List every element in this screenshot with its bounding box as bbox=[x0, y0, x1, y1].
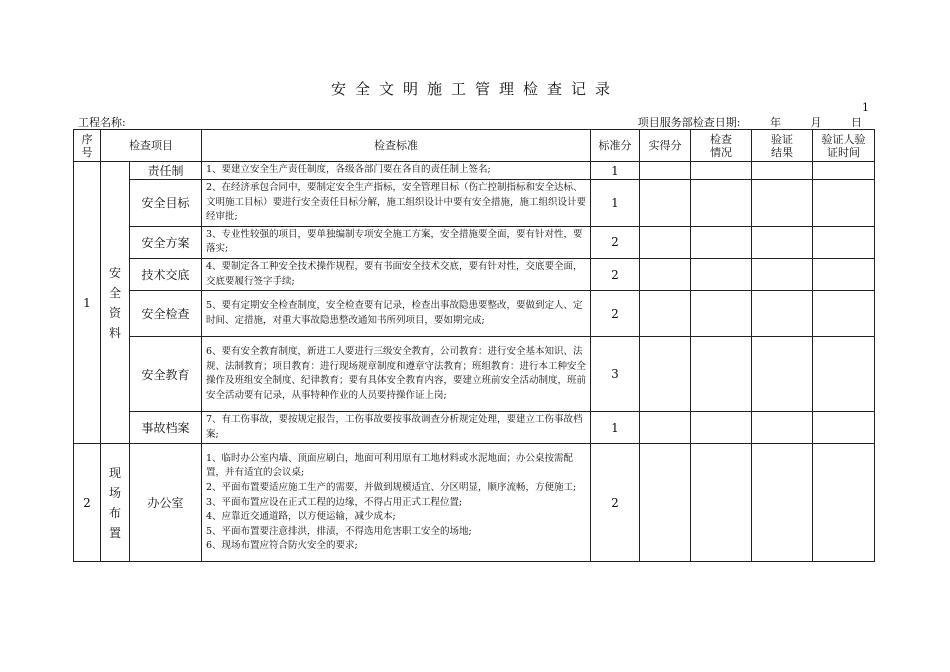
section-category: 现场布置 bbox=[101, 444, 130, 562]
section-seq: 2 bbox=[74, 444, 101, 562]
table-row bbox=[74, 162, 875, 180]
standard-score: 1 bbox=[591, 162, 640, 180]
header-verify-result: 验证结果 bbox=[752, 130, 813, 162]
verify-result-cell bbox=[752, 412, 813, 444]
verifier-time-cell bbox=[813, 337, 875, 412]
actual-score-cell bbox=[640, 291, 691, 337]
header-standard: 检查标准 bbox=[202, 130, 591, 162]
verifier-time-cell bbox=[813, 258, 875, 290]
check-item: 技术交底 bbox=[130, 258, 202, 290]
verifier-time-cell bbox=[813, 180, 875, 227]
verifier-time-cell bbox=[813, 444, 875, 562]
inspection-table bbox=[73, 129, 875, 562]
check-date-line bbox=[634, 114, 862, 130]
table-row bbox=[74, 412, 875, 444]
header-actual-score: 实得分 bbox=[640, 130, 691, 162]
check-item: 安全方案 bbox=[130, 226, 202, 258]
check-status-cell bbox=[691, 258, 752, 290]
check-status-cell bbox=[691, 412, 752, 444]
standard-line: 6、现场布置应符合防火安全的要求; bbox=[206, 540, 358, 552]
check-item: 事故档案 bbox=[130, 412, 202, 444]
check-standard: 4、要制定各工种安全技术操作规程，要有书面安全技术交底，要有针对性，交底要全面，交底要履行签字手续; bbox=[202, 258, 591, 290]
verifier-time-cell bbox=[813, 226, 875, 258]
check-status-cell bbox=[691, 162, 752, 180]
table-header-row bbox=[74, 130, 875, 162]
header-item: 检查项目 bbox=[101, 130, 202, 162]
table-row bbox=[74, 337, 875, 412]
verify-result-cell bbox=[752, 180, 813, 227]
verify-result-cell bbox=[752, 162, 813, 180]
verify-result-cell bbox=[752, 258, 813, 290]
table-row bbox=[74, 258, 875, 290]
actual-score-cell bbox=[640, 444, 691, 562]
section-category: 安全资料 bbox=[101, 162, 130, 444]
check-standard: 6、要有安全教育制度，新进工人要进行三级安全教育，公司教育：进行安全基本知识、法规、法制教育；项目教育：进行现场规章制度和遵章守法教育；班组教育：进行本工种安全操作及班组安全制度、纪律教育；要有具体安全教育内容，要建立班前安全活动制度，班前安全活动要有记录，从事特种作业的人员要持操作证上岗; bbox=[202, 337, 591, 412]
check-date-label: 项目服务部检查日期: bbox=[637, 116, 741, 129]
table-row bbox=[74, 180, 875, 227]
date-month: 月 bbox=[810, 116, 822, 129]
date-day: 日 bbox=[851, 116, 862, 129]
actual-score-cell bbox=[640, 258, 691, 290]
standard-score: 3 bbox=[591, 337, 640, 412]
table-row bbox=[74, 226, 875, 258]
check-standard: 2、在经济承包合同中，要制定安全生产指标，安全管理目标（伤亡控制指标和安全达标、文明施工目标）要进行安全责任目标分解，施工组织设计中要有安全措施，施工组织设计要经审批; bbox=[202, 180, 591, 227]
verifier-time-cell bbox=[813, 291, 875, 337]
document-title: 安全文明施工管理检查记录 bbox=[330, 80, 619, 98]
actual-score-cell bbox=[640, 226, 691, 258]
check-item: 安全目标 bbox=[130, 180, 202, 227]
check-standard: 7、有工伤事故，要按规定报告，工伤事故要按事故调查分析规定处理，要建立工伤事故档案; bbox=[202, 412, 591, 444]
actual-score-cell bbox=[640, 162, 691, 180]
check-item: 责任制 bbox=[130, 162, 202, 180]
date-year: 年 bbox=[770, 116, 781, 129]
check-status-cell bbox=[691, 291, 752, 337]
actual-score-cell bbox=[640, 337, 691, 412]
standard-score: 1 bbox=[591, 180, 640, 227]
verify-result-cell bbox=[752, 337, 813, 412]
check-standard: 1、要建立安全生产责任制度，各级各部门要在各自的责任制上签名; bbox=[202, 162, 591, 180]
table-row bbox=[74, 444, 875, 562]
standard-score: 2 bbox=[591, 444, 640, 562]
page-number: 1 bbox=[862, 101, 869, 114]
check-item: 安全检查 bbox=[130, 291, 202, 337]
check-status-cell bbox=[691, 337, 752, 412]
standard-line: 3、平面布置应设在正式工程的边缘，不得占用正式工程位置; bbox=[206, 496, 463, 508]
check-item: 办公室 bbox=[130, 444, 202, 562]
standard-score: 2 bbox=[591, 226, 640, 258]
project-name-label: 工程名称: bbox=[78, 116, 126, 129]
header-seq: 序号 bbox=[74, 130, 101, 162]
header-check-status: 检查情况 bbox=[691, 130, 752, 162]
table-row bbox=[74, 291, 875, 337]
section-seq: 1 bbox=[74, 162, 101, 444]
actual-score-cell bbox=[640, 180, 691, 227]
standard-line: 5、平面布置要注意排洪，排渍，不得选用危害职工安全的场地; bbox=[206, 525, 472, 537]
verify-result-cell bbox=[752, 291, 813, 337]
standard-line: 2、平面布置要适应施工生产的需要，并做到规模适宜、分区明显，顺序流畅，方便施工; bbox=[206, 481, 577, 493]
standard-score: 2 bbox=[591, 258, 640, 290]
check-status-cell bbox=[691, 180, 752, 227]
actual-score-cell bbox=[640, 412, 691, 444]
verifier-time-cell bbox=[813, 412, 875, 444]
check-status-cell bbox=[691, 444, 752, 562]
verify-result-cell bbox=[752, 444, 813, 562]
check-standard: 5、要有定期安全检查制度，安全检查要有记录，检查出事故隐患要整改，要做到定人、定时间、定措施，对重大事故隐患整改通知书所列项目，要如期完成; bbox=[202, 291, 591, 337]
check-standard: 3、专业性较强的项目，要单独编制专项安全施工方案，安全措施要全面，要有针对性，要落实; bbox=[202, 226, 591, 258]
standard-score: 2 bbox=[591, 291, 640, 337]
check-standard bbox=[202, 444, 591, 562]
standard-line: 1、临时办公室内墙、顶面应刷白，地面可利用原有工地材料或水泥地面；办公桌按需配置，并有适宜的会议桌; bbox=[206, 452, 574, 479]
check-status-cell bbox=[691, 226, 752, 258]
header-verifier-time: 验证人验证时间 bbox=[813, 130, 875, 162]
standard-score: 1 bbox=[591, 412, 640, 444]
verify-result-cell bbox=[752, 226, 813, 258]
standard-line: 4、应靠近交通道路，以方便运输，减少成本; bbox=[206, 511, 396, 523]
header-std-score: 标准分 bbox=[591, 130, 640, 162]
verifier-time-cell bbox=[813, 162, 875, 180]
check-item: 安全教育 bbox=[130, 337, 202, 412]
